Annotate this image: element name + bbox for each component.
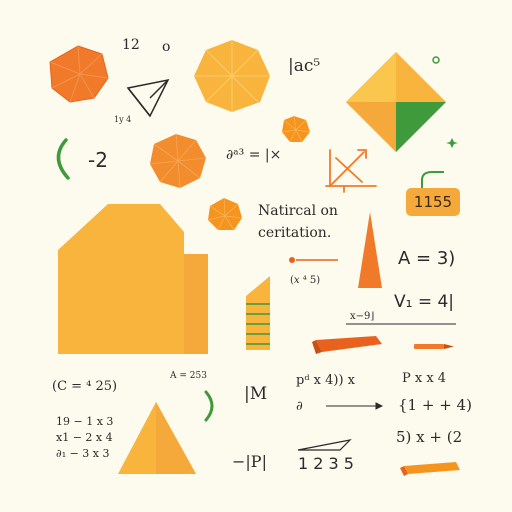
label-12: 12 <box>122 37 140 53</box>
arrow-right <box>326 403 382 409</box>
point-segment <box>289 257 338 263</box>
orange-cone <box>358 212 382 288</box>
eq-c25: (C = ⁴ 25) <box>52 379 118 394</box>
eq-pdx4: pᵈ x 4)) x <box>296 373 355 388</box>
formula-ac5: |ac⁵ <box>288 56 321 76</box>
eq-v14: V₁ = 4| <box>394 292 455 312</box>
orange-stick <box>414 344 454 349</box>
green-paren-small <box>206 392 212 420</box>
label-o: o <box>162 39 171 55</box>
eq-x45: (𝑥 ⁴ 5) <box>290 275 321 286</box>
house-shape <box>58 204 208 354</box>
eq-pxx4: P x x 4 <box>402 371 447 386</box>
green-paren <box>58 140 68 178</box>
axes-diagram <box>326 150 376 192</box>
caption-line1: Natircal on <box>258 203 338 219</box>
eq-x124: x1 − 2 x 4 <box>56 431 113 444</box>
eq-a253: A = 253 <box>170 371 207 381</box>
eq-p: −|P| <box>232 452 267 471</box>
orange-bar <box>312 336 382 354</box>
label-minus2: -2 <box>88 148 108 172</box>
eq-x9: x−9⌋ <box>350 311 375 322</box>
eq-2133: ∂₁ − 3 x 3 <box>56 447 110 460</box>
orange-polygon-small <box>282 116 310 142</box>
eq-m: |M <box>244 384 268 404</box>
orange-polygon-large <box>50 46 108 102</box>
yellow-triangle-shade <box>156 402 196 474</box>
formula-a3: ∂ᵃ³ = |× <box>226 147 282 163</box>
label-1y: 1y 4 <box>114 115 132 124</box>
eq-1plus4: {1 + + 4) <box>398 396 472 414</box>
eq-a3: A = 3) <box>398 248 456 269</box>
orange-polygon-medium <box>150 134 206 188</box>
striped-block <box>246 276 270 350</box>
badge-1155: 1155 <box>406 188 460 216</box>
eq-dsub: ∂ <box>296 399 303 414</box>
caption-line2: ceritation. <box>258 225 332 241</box>
orange-slab <box>400 462 460 476</box>
eq-19: 19 − 1 x 3 <box>56 415 114 428</box>
eq-1235: 1 2 3 5 <box>298 454 354 473</box>
eq-5x2: 5) x + (2 <box>396 428 463 446</box>
wire-triangle <box>128 80 168 116</box>
diamond-shape <box>346 52 446 152</box>
orange-polygon-tiny <box>208 198 242 230</box>
yellow-polygon-large <box>194 40 270 112</box>
right-triangle <box>298 440 350 450</box>
